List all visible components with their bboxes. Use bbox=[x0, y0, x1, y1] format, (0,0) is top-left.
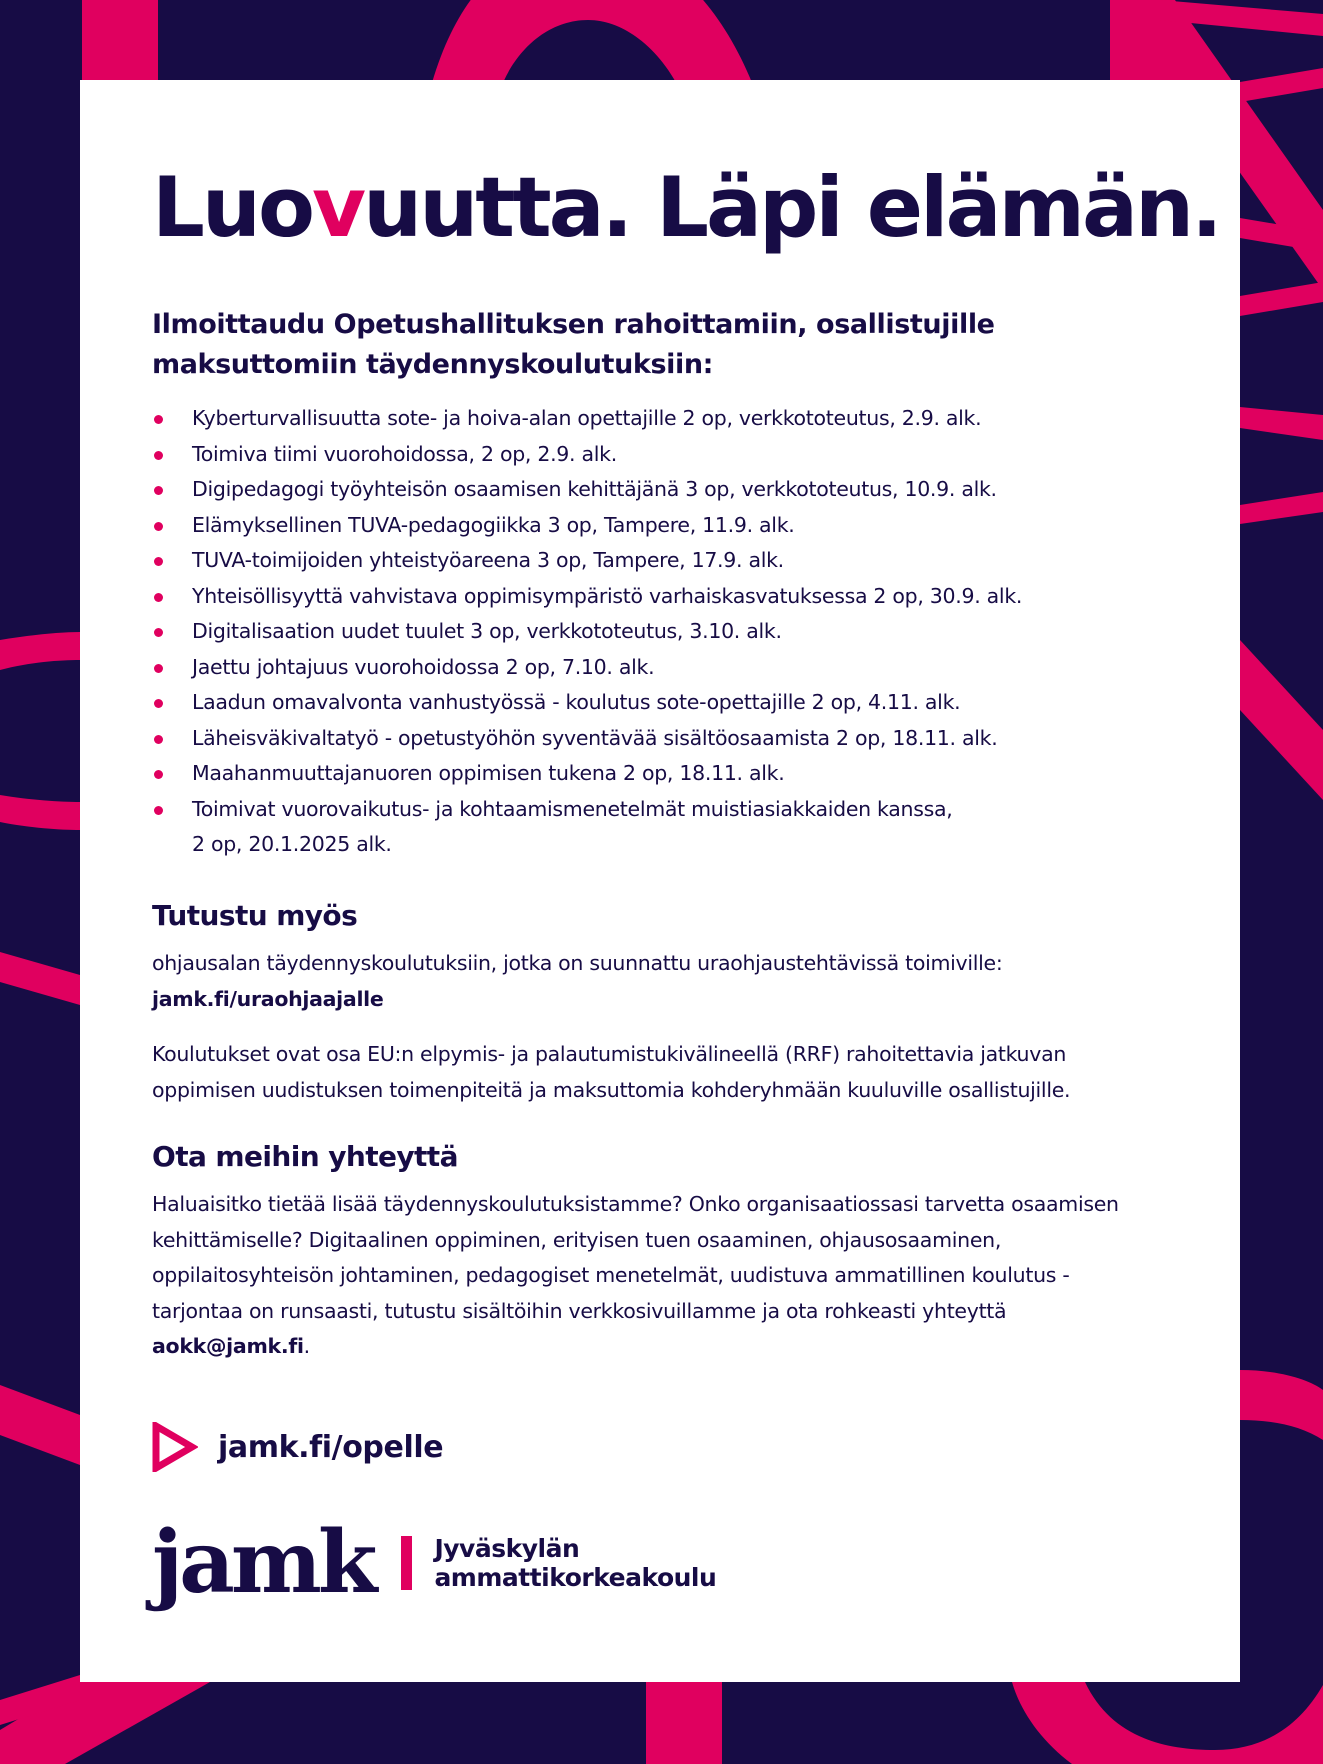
explore-link[interactable]: jamk.fi/uraohjaajalle bbox=[152, 986, 384, 1011]
course-item: Digitalisaation uudet tuulet 3 op, verkkototeutus, 3.10. alk. bbox=[152, 614, 1162, 650]
headline-part1: Luo bbox=[152, 159, 312, 256]
logo-school-line1: Jyväskylän bbox=[434, 1534, 580, 1563]
headline bbox=[152, 158, 1220, 258]
logo-school-name bbox=[434, 1534, 716, 1592]
contact-heading: Ota meihin yhteyttä bbox=[152, 1140, 458, 1173]
contact-description: Haluaisitko tietää lisää täydennyskoulutuksistamme? Onko organisaatiossasi tarvetta osaamisen kehittämiselle? Digitaalinen oppiminen, erityisen tuen osaaminen, ohjausosaaminen, oppilaitosyhteisön johtaminen, pedagogiset menetelmät, uudistuva ammatillinen koulutus - tarjontaa on runsaasti, tutustu sisältöihin verkkosivuillamme ja ota rohkeasti yhteyttä bbox=[152, 1192, 1119, 1323]
cta-url[interactable]: jamk.fi/opelle bbox=[218, 1429, 444, 1465]
explore-description: ohjausalan täydennyskoulutuksiin, jotka on suunnattu uraohjaustehtävissä toimiville: bbox=[152, 951, 1003, 975]
headline-part2: uutta. Läpi elämän. bbox=[363, 159, 1220, 256]
course-item: Läheisväkivaltatyö - opetustyöhön syventävää sisältöosaamista 2 op, 18.11. alk. bbox=[152, 721, 1162, 757]
contact-text bbox=[152, 1187, 1162, 1365]
bg-bar-bottom-center bbox=[646, 1682, 722, 1764]
course-item: Maahanmuuttajanuoren oppimisen tukena 2 op, 18.11. alk. bbox=[152, 756, 1162, 792]
intro-heading: Ilmoittaudu Opetushallituksen rahoittamiin, osallistujille maksuttomiin täydennyskoulutuksiin: bbox=[152, 309, 995, 380]
content-card bbox=[80, 80, 1240, 1682]
headline-accent-letter: v bbox=[312, 159, 364, 256]
course-item: Kyberturvallisuutta sote- ja hoiva-alan opettajille 2 op, verkkototeutus, 2.9. alk. bbox=[152, 401, 1162, 437]
course-item: Toimiva tiimi vuorohoidossa, 2 op, 2.9. alk. bbox=[152, 437, 1162, 473]
course-item: Laadun omavalvonta vanhustyössä - koulutus sote-opettajille 2 op, 4.11. alk. bbox=[152, 685, 1162, 721]
course-item-line1: Toimivat vuorovaikutus- ja kohtaamismenetelmät muistiasiakkaiden kanssa, bbox=[192, 796, 953, 821]
course-list bbox=[152, 401, 1162, 863]
explore-text bbox=[152, 946, 1172, 1017]
logo-divider bbox=[401, 1536, 412, 1590]
course-item: Digipedagogi työyhteisön osaamisen kehittäjänä 3 op, verkkototeutus, 10.9. alk. bbox=[152, 472, 1162, 508]
contact-end: . bbox=[303, 1334, 310, 1358]
course-item: TUVA-toimijoiden yhteistyöareena 3 op, Tampere, 17.9. alk. bbox=[152, 543, 1162, 579]
logo-wordmark: jamk bbox=[152, 1512, 374, 1613]
jamk-logo bbox=[152, 1512, 717, 1613]
course-item bbox=[152, 792, 1162, 863]
logo-school-line2: ammattikorkeakoulu bbox=[434, 1563, 717, 1592]
funding-text: Koulutukset ovat osa EU:n elpymis- ja palautumistukivälineellä (RRF) rahoitettavia jatkuvan oppimisen uudistuksen toimenpiteitä ja maksuttomia kohderyhmään kuuluville osallistujille. bbox=[152, 1042, 1071, 1102]
play-triangle-icon bbox=[152, 1422, 198, 1472]
course-item-line2: 2 op, 20.1.2025 alk. bbox=[192, 832, 392, 856]
explore-heading: Tutustu myös bbox=[152, 899, 358, 932]
course-item: Yhteisöllisyyttä vahvistava oppimisympäristö varhaiskasvatuksessa 2 op, 30.9. alk. bbox=[152, 579, 1162, 615]
contact-email-link[interactable]: aokk@jamk.fi bbox=[152, 1334, 304, 1358]
course-item: Elämyksellinen TUVA-pedagogiikka 3 op, Tampere, 11.9. alk. bbox=[152, 508, 1162, 544]
course-item: Jaettu johtajuus vuorohoidossa 2 op, 7.10. alk. bbox=[152, 650, 1162, 686]
cta-link-row[interactable] bbox=[152, 1422, 443, 1472]
